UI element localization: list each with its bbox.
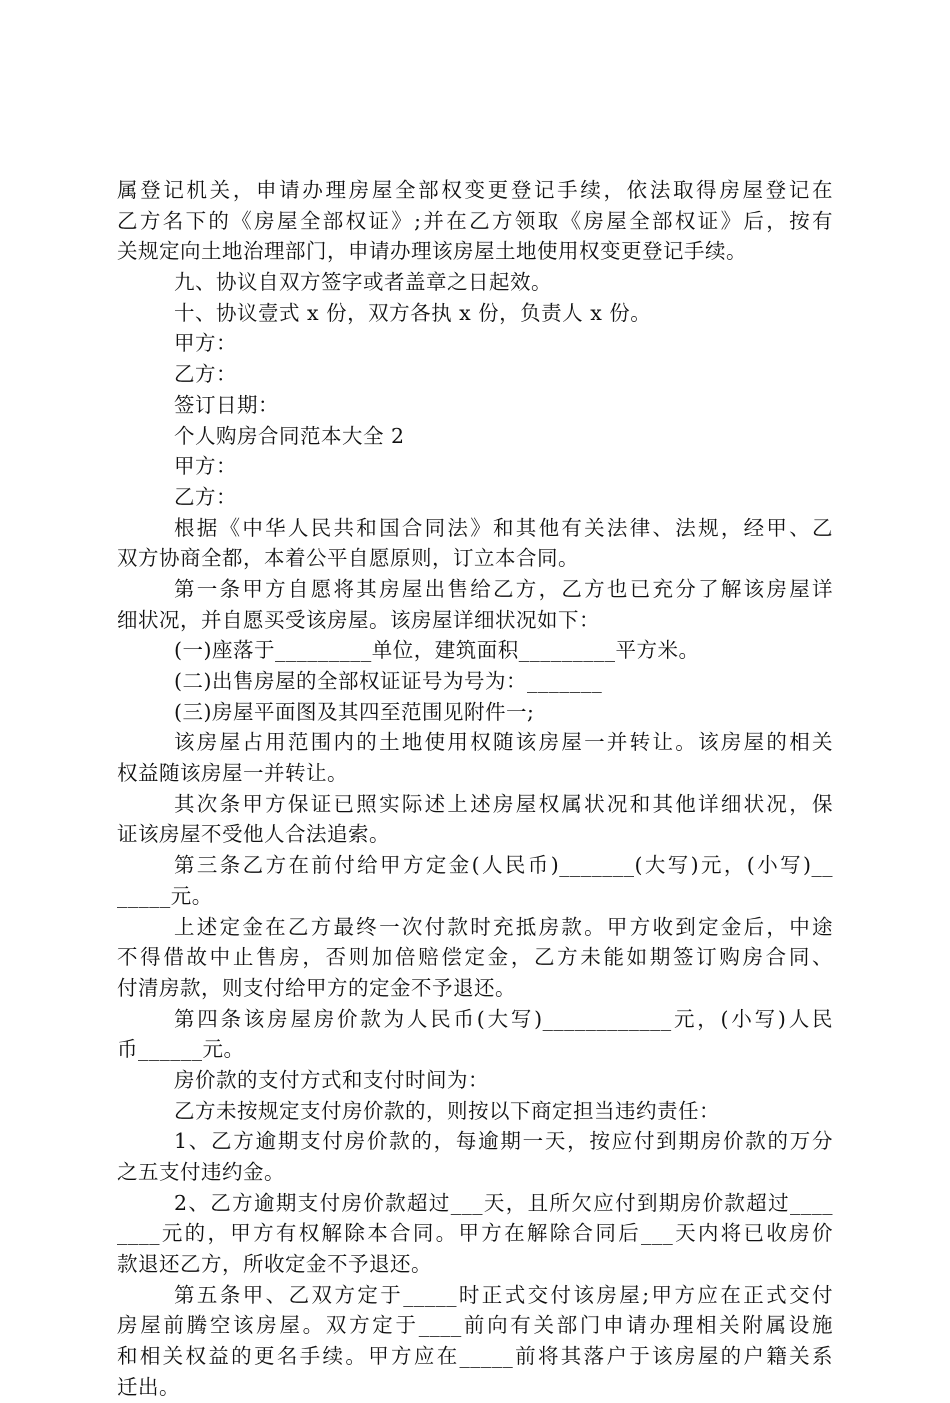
document-line: 乙方名下的《房屋全部权证》;并在乙方领取《房屋全部权证》后，按有	[117, 208, 833, 233]
document-line: 双方协商全都，本着公平自愿原则，订立本合同。	[117, 546, 579, 571]
document-line: 1、乙方逾期支付房价款的，每逾期一天，按应付到期房价款的万分	[174, 1129, 833, 1154]
document-line: 根据《中华人民共和国合同法》和其他有关法律、法规，经甲、乙	[174, 515, 833, 540]
document-line: 该房屋占用范围内的土地使用权随该房屋一并转让。该房屋的相关	[174, 730, 833, 755]
document-line: 房屋前腾空该房屋。双方定于____前向有关部门申请办理相关附属设施	[117, 1313, 833, 1338]
document-line: 不得借故中止售房，否则加倍赔偿定金，乙方未能如期签订购房合同、	[117, 945, 833, 970]
document-line: 其次条甲方保证已照实际述上述房屋权属状况和其他详细状况，保	[174, 791, 833, 816]
document-line: 币______元。	[117, 1037, 245, 1062]
document-line: 九、协议自双方签字或者盖章之日起效。	[174, 270, 552, 295]
document-line: 第四条该房屋房价款为人民币(大写)____________元，(小写)人民	[174, 1006, 833, 1031]
document-line: 细状况，并自愿买受该房屋。该房屋详细状况如下：	[117, 607, 600, 632]
document-line: (一)座落于_________单位，建筑面积_________平方米。	[174, 638, 700, 663]
document-body	[117, 175, 833, 1403]
document-line: 权益随该房屋一并转让。	[117, 761, 348, 786]
document-line: 第一条甲方自愿将其房屋出售给乙方，乙方也已充分了解该房屋详	[174, 576, 833, 601]
document-line: 和相关权益的更名手续。甲方应在_____前将其落户于该房屋的户籍关系	[117, 1344, 833, 1369]
document-line: 第三条乙方在前付给甲方定金(人民币)_______(大写)元，(小写)__	[174, 853, 833, 878]
document-line: 十、协议壹式 x 份，双方各执 x 份，负责人 x 份。	[174, 300, 652, 325]
document-line: 付清房款，则支付给甲方的定金不予退还。	[117, 975, 516, 1000]
document-line: 迁出。	[117, 1374, 180, 1399]
document-line: 之五支付违约金。	[117, 1160, 285, 1184]
document-line: 签订日期：	[174, 392, 279, 417]
document-line: (三)房屋平面图及其四至范围见附件一;	[174, 699, 535, 724]
document-line: 证该房屋不受他人合法追索。	[117, 822, 390, 847]
document-line: 上述定金在乙方最终一次付款时充抵房款。甲方收到定金后，中途	[174, 914, 833, 939]
document-line: 甲方：	[174, 454, 237, 479]
document-line: 第五条甲、乙双方定于_____时正式交付该房屋;甲方应在正式交付	[174, 1282, 833, 1307]
document-line: 关规定向土地治理部门，申请办理该房屋土地使用权变更登记手续。	[117, 239, 747, 264]
document-line: ____元的，甲方有权解除本合同。甲方在解除合同后___天内将已收房价	[117, 1221, 833, 1246]
document-line: _____元。	[117, 883, 213, 908]
document-line: 2、乙方逾期支付房价款超过___天，且所欠应付到期房价款超过____	[174, 1190, 833, 1215]
document-line: 乙方：	[174, 484, 237, 509]
document-line: (二)出售房屋的全部权证证号为号为：_______	[174, 669, 603, 693]
document-line: 乙方：	[174, 362, 237, 387]
document-line: 属登记机关，申请办理房屋全部权变更登记手续，依法取得房屋登记在	[117, 178, 833, 202]
document-line: 乙方未按规定支付房价款的，则按以下商定担当违约责任：	[174, 1098, 720, 1123]
document-line: 个人购房合同范本大全 2	[174, 423, 405, 448]
document-line: 款退还乙方，所收定金不予退还。	[117, 1252, 432, 1277]
document-line: 甲方：	[174, 331, 237, 356]
document-line: 房价款的支付方式和支付时间为：	[174, 1067, 489, 1092]
